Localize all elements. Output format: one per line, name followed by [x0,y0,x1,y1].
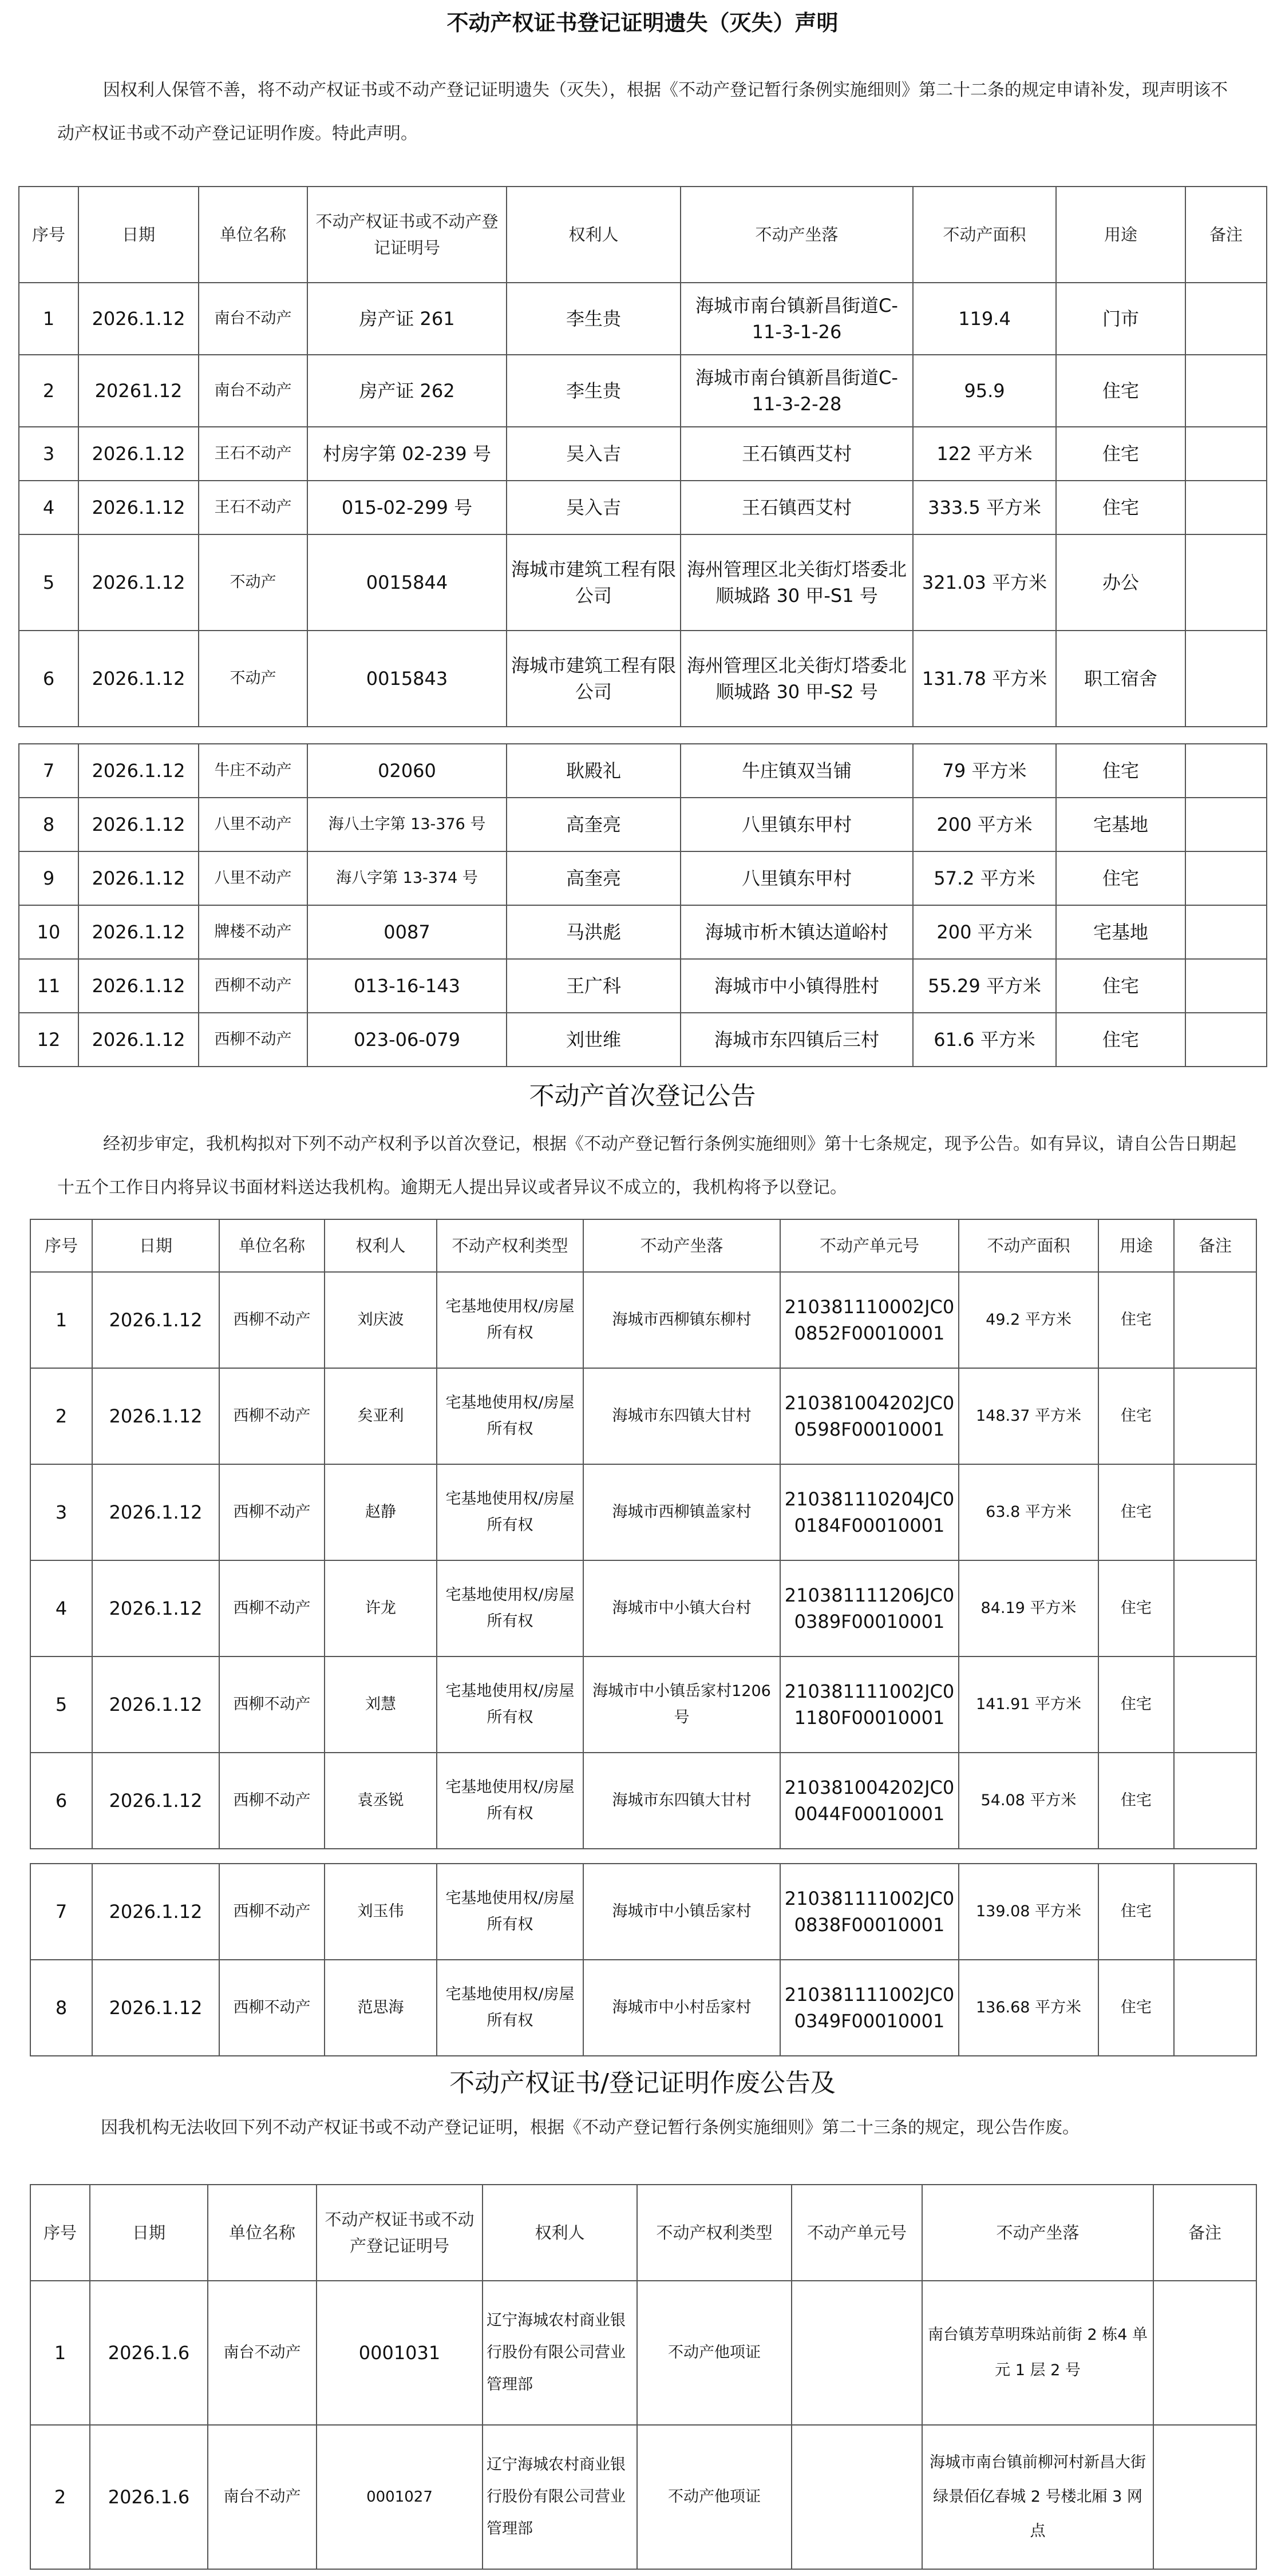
table-row [19,427,1267,481]
table-cell: 海城市西柳镇东柳村 [583,1272,780,1368]
header-cell: 用途 [1098,1219,1174,1272]
table-cell: 119.4 [913,283,1056,355]
header-cell: 备注 [1153,2185,1256,2281]
table-cell: 村房字第 02-239 号 [307,427,507,481]
table-cell: 200 平方米 [913,798,1056,851]
table-cell: 宅基地使用权/房屋所有权 [437,1272,583,1368]
table-row [19,631,1267,727]
table-cell: 辽宁海城农村商业银行股份有限公司营业管理部 [483,2281,637,2425]
table-cell: 办公 [1056,534,1185,631]
table-cell: 20261.12 [78,355,199,427]
table-cell: 西柳不动产 [219,1368,325,1464]
table-cell: 61.6 平方米 [913,1013,1056,1067]
table-cell: 200 平方米 [913,905,1056,959]
table-cell: 住宅 [1098,1272,1174,1368]
table-cell [1174,1960,1256,2056]
table-cell: 刘庆波 [325,1272,437,1368]
table-row [19,744,1267,798]
table-cell: 2026.1.6 [90,2425,208,2569]
table-cell [1153,2425,1256,2569]
table-row [30,2281,1256,2425]
table-cell: 0001031 [317,2281,483,2425]
table-cell: 住宅 [1098,1464,1174,1560]
table-cell: 2026.1.12 [92,1368,219,1464]
table-cell: 海城市东四镇大甘村 [583,1368,780,1464]
table-row [30,1656,1256,1753]
table-cell: 210381110204JC00184F00010001 [780,1464,959,1560]
table-cell: 南台镇芳草明珠站前街 2 栋4 单元 1 层 2 号 [922,2281,1153,2425]
table-cell: 宅基地 [1056,905,1185,959]
table-row [19,1013,1267,1067]
table-cell: 5 [19,534,78,631]
table-row [19,851,1267,905]
table-cell [1174,1864,1256,1960]
table-cell: 2026.1.12 [78,534,199,631]
table-cell: 2026.1.12 [78,851,199,905]
declaration-intro: 因权利人保管不善，将不动产权证书或不动产登记证明遗失（灭失），根据《不动产登记暂行条例实施细则》第二十二条的规定申请补发，现声明该不动产权证书或不动产登记证明作废。特此声明。 [57,80,1228,144]
table-row [30,1753,1256,1849]
table-cell: 海城市建筑工程有限公司 [507,631,681,727]
table-cell: 海城市南台镇新昌街道C-11-3-2-28 [681,355,913,427]
table-cell: 耿殿礼 [507,744,681,798]
header-cell: 备注 [1185,187,1267,283]
table-cell: 不动产他项证 [637,2281,792,2425]
table-row [30,2425,1256,2569]
table-cell: 84.19 平方米 [959,1560,1098,1656]
table-cell: 2 [19,355,78,427]
header-cell: 不动产坐落 [681,187,913,283]
table-cell: 141.91 平方米 [959,1656,1098,1753]
void-certificates-table [30,2184,1257,2570]
table-cell: 0015844 [307,534,507,631]
table-cell: 7 [30,1864,92,1960]
table-cell: 南台不动产 [208,2425,317,2569]
table-cell [1185,744,1267,798]
table-cell: 0087 [307,905,507,959]
table-cell: 房产证 262 [307,355,507,427]
table-row [19,798,1267,851]
table-cell: 西柳不动产 [199,959,307,1013]
table-cell: 海城市建筑工程有限公司 [507,534,681,631]
table-cell: 海州管理区北关街灯塔委北顺城路 30 甲-S1 号 [681,534,913,631]
table-cell: 牛庄镇双当铺 [681,744,913,798]
table-cell: 住宅 [1056,959,1185,1013]
first-registration-title: 不动产首次登记公告 [529,1081,756,1111]
table-cell [1185,427,1267,481]
table-cell: 2026.1.12 [78,283,199,355]
table-cell: 南台不动产 [208,2281,317,2425]
table-cell [1185,283,1267,355]
table-cell: 高奎亮 [507,851,681,905]
table-cell: 55.29 平方米 [913,959,1056,1013]
table-cell: 12 [19,1013,78,1067]
header-cell: 序号 [19,187,78,283]
header-cell: 不动产权证书或不动产登记证明号 [317,2185,483,2281]
table-cell [1185,851,1267,905]
table-header-row [30,1219,1256,1272]
table-cell: 2026.1.12 [78,427,199,481]
table-cell: 海城市析木镇达道峪村 [681,905,913,959]
table-cell: 131.78 平方米 [913,631,1056,727]
first-registration-intro: 经初步审定，我机构拟对下列不动产权利予以首次登记，根据《不动产登记暂行条例实施细则》第十七条规定，现予公告。如有异议，请自公告日期起十五个工作日内将异议书面材料送达我机构。逾期无人提出异议或者异议不成立的，我机构将予以登记。 [57,1134,1236,1198]
table-row [19,355,1267,427]
table-cell [1185,534,1267,631]
header-cell: 不动产坐落 [583,1219,780,1272]
table-cell: 321.03 平方米 [913,534,1056,631]
void-announcement-title: 不动产权证书/登记证明作废公告及 [449,2068,836,2098]
table-cell: 许龙 [325,1560,437,1656]
header-cell: 不动产单元号 [780,1219,959,1272]
table-row [30,1560,1256,1656]
table-cell: 袁丞锐 [325,1753,437,1849]
table-cell: 牌楼不动产 [199,905,307,959]
table-row [19,905,1267,959]
table-row [19,959,1267,1013]
table-cell: 南台不动产 [199,283,307,355]
table-cell: 范思海 [325,1960,437,2056]
table-cell [1174,1560,1256,1656]
first-registration-table-2 [30,1863,1257,2056]
table-cell [792,2281,922,2425]
table-cell [1185,1013,1267,1067]
table-cell: 门市 [1056,283,1185,355]
table-cell: 海州管理区北关街灯塔委北顺城路 30 甲-S2 号 [681,631,913,727]
table-cell: 0015843 [307,631,507,727]
table-cell: 西柳不动产 [219,1960,325,2056]
table-cell: 148.37 平方米 [959,1368,1098,1464]
table-cell: 0001027 [317,2425,483,2569]
table-row [19,481,1267,534]
table-cell: 9 [19,851,78,905]
table-cell: 矣亚利 [325,1368,437,1464]
table-cell: 王石镇西艾村 [681,427,913,481]
table-cell: 6 [19,631,78,727]
table-cell: 海八土字第 13-376 号 [307,798,507,851]
table-cell: 2 [30,1368,92,1464]
header-cell: 日期 [92,1219,219,1272]
table-cell: 西柳不动产 [219,1656,325,1753]
table-cell: 122 平方米 [913,427,1056,481]
table-cell: 宅基地使用权/房屋所有权 [437,1464,583,1560]
lost-certificates-table-1 [18,186,1267,727]
table-row [19,534,1267,631]
header-cell: 单位名称 [199,187,307,283]
table-cell: 吴入吉 [507,427,681,481]
header-cell: 不动产单元号 [792,2185,922,2281]
table-cell: 王石不动产 [199,427,307,481]
header-cell: 日期 [90,2185,208,2281]
table-cell: 95.9 [913,355,1056,427]
table-cell: 2026.1.12 [92,1656,219,1753]
table-cell: 2026.1.6 [90,2281,208,2425]
table-cell: 2026.1.12 [92,1272,219,1368]
header-cell: 不动产权利类型 [637,2185,792,2281]
header-cell: 用途 [1056,187,1185,283]
first-registration-table-1 [30,1219,1257,1849]
table-cell: 1 [30,2281,90,2425]
table-cell: 2026.1.12 [92,1753,219,1849]
table-cell: 刘慧 [325,1656,437,1753]
table-cell: 住宅 [1056,1013,1185,1067]
table-cell: 海城市东四镇大甘村 [583,1753,780,1849]
table-cell: 2026.1.12 [78,905,199,959]
table-cell: 海城市西柳镇盖家村 [583,1464,780,1560]
table-header-row [30,2185,1256,2281]
void-announcement-intro: 因我机构无法收回下列不动产权证书或不动产登记证明，根据《不动产登记暂行条例实施细则》第二十三条的规定，现公告作废。 [101,2118,1080,2138]
table-cell: 住宅 [1098,1753,1174,1849]
table-row [19,283,1267,355]
table-cell: 辽宁海城农村商业银行股份有限公司营业管理部 [483,2425,637,2569]
header-cell: 备注 [1174,1219,1256,1272]
table-cell [1185,905,1267,959]
table-cell: 10 [19,905,78,959]
header-cell: 权利人 [483,2185,637,2281]
table-cell: 住宅 [1056,744,1185,798]
table-row [30,1272,1256,1368]
table-cell: 海城市中小镇岳家村 [583,1864,780,1960]
table-cell: 李生贵 [507,355,681,427]
header-cell: 日期 [78,187,199,283]
table-cell [1185,481,1267,534]
table-cell: 王石镇西艾村 [681,481,913,534]
table-cell [1185,959,1267,1013]
table-cell: 023-06-079 [307,1013,507,1067]
table-cell: 南台不动产 [199,355,307,427]
table-cell: 不动产 [199,631,307,727]
table-cell: 住宅 [1056,481,1185,534]
table-cell: 房产证 261 [307,283,507,355]
table-cell: 210381111002JC00349F00010001 [780,1960,959,2056]
table-cell: 住宅 [1056,355,1185,427]
table-cell: 3 [19,427,78,481]
table-cell: 西柳不动产 [219,1753,325,1849]
table-cell [1185,355,1267,427]
table-cell [792,2425,922,2569]
header-cell: 序号 [30,2185,90,2281]
table-row [30,1368,1256,1464]
table-cell: 住宅 [1098,1368,1174,1464]
table-cell: 西柳不动产 [219,1272,325,1368]
table-cell: 海城市中小镇岳家村1206 号 [583,1656,780,1753]
table-cell: 63.8 平方米 [959,1464,1098,1560]
header-cell: 权利人 [325,1219,437,1272]
table-cell: 宅基地使用权/房屋所有权 [437,1864,583,1960]
table-cell [1174,1368,1256,1464]
table-cell: 海城市中小镇大台村 [583,1560,780,1656]
table-cell: 11 [19,959,78,1013]
table-cell: 2026.1.12 [92,1464,219,1560]
table-cell: 54.08 平方米 [959,1753,1098,1849]
table-cell: 013-16-143 [307,959,507,1013]
table-cell: 八里镇东甲村 [681,798,913,851]
header-cell: 不动产权利类型 [437,1219,583,1272]
table-cell: 宅基地使用权/房屋所有权 [437,1560,583,1656]
table-cell: 王石不动产 [199,481,307,534]
table-cell: 高奎亮 [507,798,681,851]
table-cell: 刘玉伟 [325,1864,437,1960]
table-cell: 2026.1.12 [78,631,199,727]
header-cell: 不动产面积 [959,1219,1098,1272]
table-cell: 136.68 平方米 [959,1960,1098,2056]
table-cell: 宅基地使用权/房屋所有权 [437,1753,583,1849]
table-cell: 李生贵 [507,283,681,355]
table-cell: 吴入吉 [507,481,681,534]
table-cell: 海城市南台镇新昌街道C-11-3-1-26 [681,283,913,355]
table-cell: 西柳不动产 [199,1013,307,1067]
table-cell: 西柳不动产 [219,1464,325,1560]
table-cell: 02060 [307,744,507,798]
table-cell: 海城市中小村岳家村 [583,1960,780,2056]
table-cell: 6 [30,1753,92,1849]
table-cell: 57.2 平方米 [913,851,1056,905]
table-row [30,1464,1256,1560]
table-cell: 住宅 [1098,1864,1174,1960]
table-cell: 宅基地使用权/房屋所有权 [437,1368,583,1464]
lost-certificates-table-2 [18,743,1267,1067]
table-cell: 2026.1.12 [78,798,199,851]
table-cell [1153,2281,1256,2425]
table-cell: 8 [30,1960,92,2056]
table-cell: 刘世维 [507,1013,681,1067]
table-cell: 八里镇东甲村 [681,851,913,905]
table-cell: 赵静 [325,1464,437,1560]
table-cell: 210381004202JC00598F00010001 [780,1368,959,1464]
table-cell: 王广科 [507,959,681,1013]
table-cell: 海城市中小镇得胜村 [681,959,913,1013]
table-cell: 210381111002JC01180F00010001 [780,1656,959,1753]
table-cell: 1 [30,1272,92,1368]
table-cell: 4 [19,481,78,534]
table-cell: 住宅 [1056,851,1185,905]
table-cell: 2026.1.12 [78,481,199,534]
table-cell: 2026.1.12 [92,1560,219,1656]
table-cell: 马洪彪 [507,905,681,959]
table-cell: 1 [19,283,78,355]
table-cell: 2026.1.12 [78,1013,199,1067]
table-cell: 49.2 平方米 [959,1272,1098,1368]
table-cell: 不动产他项证 [637,2425,792,2569]
table-cell: 79 平方米 [913,744,1056,798]
header-cell: 单位名称 [219,1219,325,1272]
table-cell [1185,798,1267,851]
table-cell: 210381111206JC00389F00010001 [780,1560,959,1656]
table-cell: 八里不动产 [199,851,307,905]
table-cell: 海八字第 13-374 号 [307,851,507,905]
header-cell: 单位名称 [208,2185,317,2281]
table-cell: 333.5 平方米 [913,481,1056,534]
table-header-row [19,187,1267,283]
table-cell: 4 [30,1560,92,1656]
table-cell: 139.08 平方米 [959,1864,1098,1960]
table-cell [1174,1464,1256,1560]
table-cell: 2026.1.12 [92,1960,219,2056]
header-cell: 不动产面积 [913,187,1056,283]
table-cell: 西柳不动产 [219,1864,325,1960]
header-cell: 序号 [30,1219,92,1272]
table-cell: 2026.1.12 [78,959,199,1013]
table-cell: 不动产 [199,534,307,631]
table-cell: 2 [30,2425,90,2569]
table-cell [1174,1753,1256,1849]
table-cell: 职工宿舍 [1056,631,1185,727]
table-cell: 8 [19,798,78,851]
table-cell: 2026.1.12 [92,1864,219,1960]
table-cell: 宅基地使用权/房屋所有权 [437,1960,583,2056]
table-cell: 住宅 [1098,1960,1174,2056]
table-cell: 海城市东四镇后三村 [681,1013,913,1067]
table-cell: 宅基地 [1056,798,1185,851]
table-row [30,1960,1256,2056]
table-cell: 210381110002JC00852F00010001 [780,1272,959,1368]
header-cell: 不动产权证书或不动产登记证明号 [307,187,507,283]
table-cell: 3 [30,1464,92,1560]
table-row [30,1864,1256,1960]
table-cell: 015-02-299 号 [307,481,507,534]
table-cell: 西柳不动产 [219,1560,325,1656]
table-cell: 5 [30,1656,92,1753]
header-cell: 权利人 [507,187,681,283]
table-cell [1174,1272,1256,1368]
table-cell: 八里不动产 [199,798,307,851]
table-cell: 住宅 [1098,1656,1174,1753]
table-cell: 2026.1.12 [78,744,199,798]
table-cell [1174,1656,1256,1753]
table-cell: 住宅 [1098,1560,1174,1656]
table-cell: 7 [19,744,78,798]
table-cell: 宅基地使用权/房屋所有权 [437,1656,583,1753]
header-cell: 不动产坐落 [922,2185,1153,2281]
table-cell: 海城市南台镇前柳河村新昌大街绿景佰亿春城 2 号楼北厢 3 网点 [922,2425,1153,2569]
declaration-title: 不动产权证书登记证明遗失（灭失）声明 [446,10,839,35]
table-cell: 210381004202JC00044F00010001 [780,1753,959,1849]
table-cell: 牛庄不动产 [199,744,307,798]
table-cell: 210381111002JC00838F00010001 [780,1864,959,1960]
table-cell: 住宅 [1056,427,1185,481]
table-cell [1185,631,1267,727]
